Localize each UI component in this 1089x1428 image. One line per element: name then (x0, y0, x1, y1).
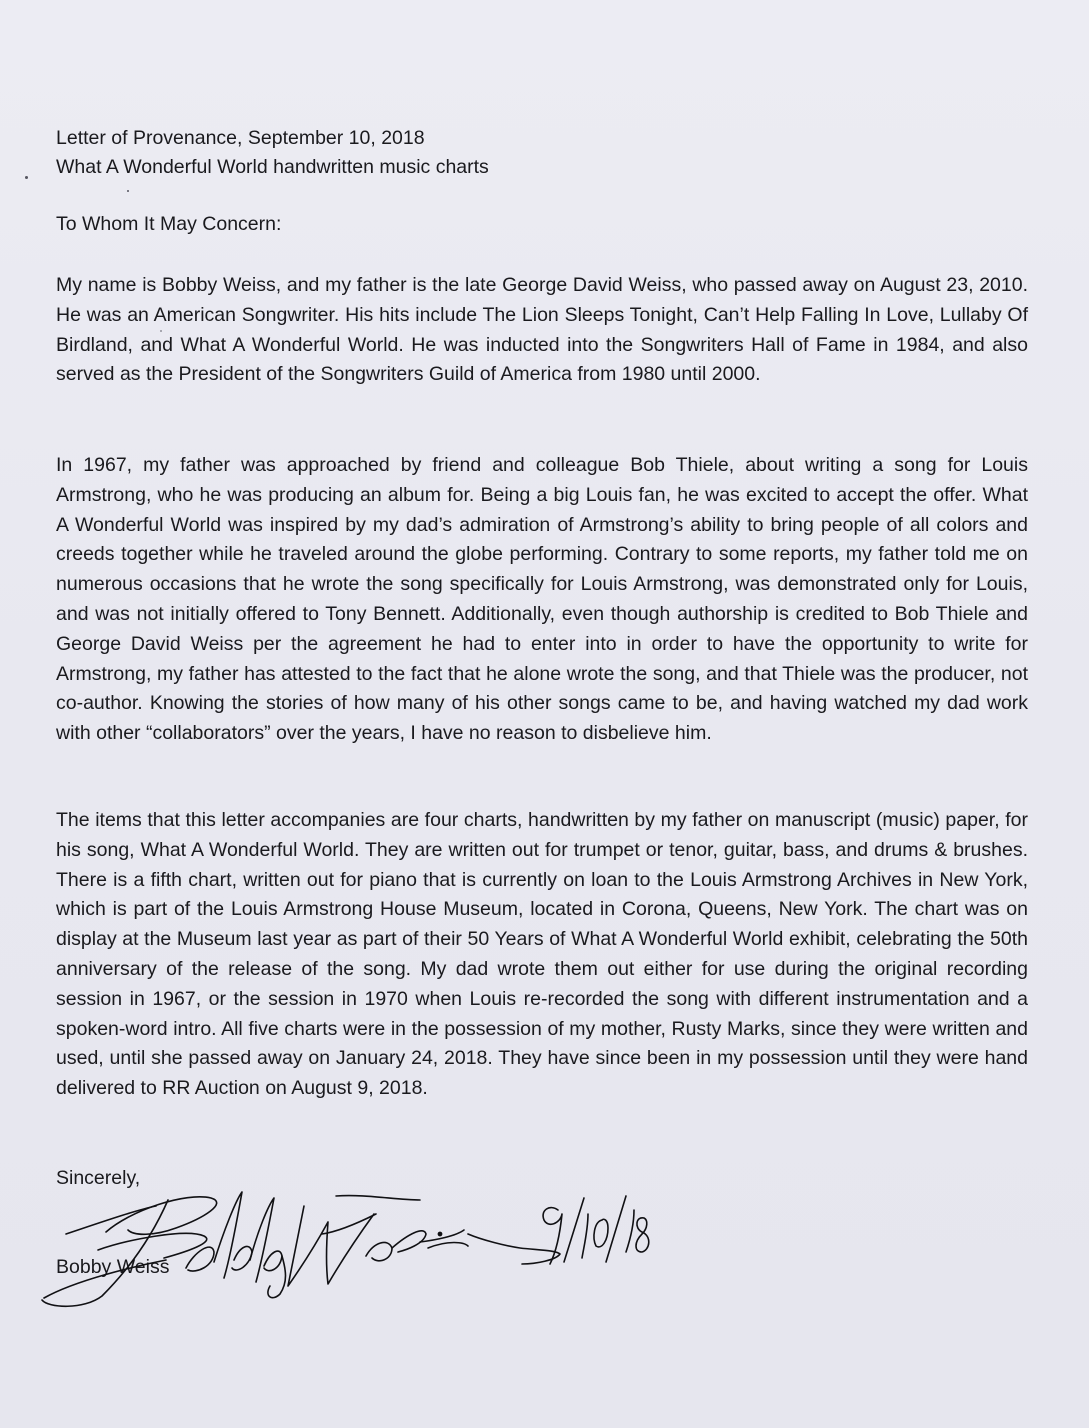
paper-speck (127, 190, 129, 192)
closing: Sincerely, (56, 1167, 141, 1189)
handwritten-signature-icon (36, 1170, 656, 1310)
letter-heading (56, 124, 1036, 182)
paper-speck (25, 176, 28, 179)
signer-name: Bobby Weiss (56, 1256, 170, 1278)
salutation: To Whom It May Concern: (56, 213, 282, 235)
heading-subject: What A Wonderful World handwritten music charts (56, 156, 489, 178)
paragraph-history: In 1967, my father was approached by friend and colleague Bob Thiele, about writing a song for Louis Armstrong, who he was producing an album for. Being a big Louis fan, he was excited to accept the offer. What A Wonderful World was inspired by my dad’s admiration of Armstrong’s ability to bring people of all colors and creeds together while he traveled around the globe performing. Contrary to some reports, my father told me on numerous occasions that he wrote the song specifically for Louis Armstrong, was demonstrated only for Louis, and was not initially offered to Tony Bennett. Additionally, even though authorship is credited to Bob Thiele and George David Weiss per the agreement he had to enter into in order to have the opportunity to write for Armstrong, my father has attested to the fact that he alone wrote the song, and that Thiele was the producer, not co-author. Knowing the stories of how many of his other songs came to be, and having watched my dad work with other “collaborators” over the years, I have no reason to disbelieve him. (56, 454, 1028, 745)
paragraph-items: The items that this letter accompanies are four charts, handwritten by my father on manuscript (music) paper, for his song, What A Wonderful World. They are written out for trumpet or tenor, guitar, bass, and drums & brushes. There is a fifth chart, written out for piano that is currently on loan to the Louis Armstrong Archives in New York, which is part of the Louis Armstrong House Museum, located in Corona, Queens, New York. The chart was on display at the Museum last year as part of their 50 Years of What A Wonderful World exhibit, celebrating the 50th anniversary of the release of the song. My dad wrote them out either for use during the original recording session in 1967, or the session in 1970 when Louis re-recorded the song with different instrumentation and a spoken-word intro. All five charts were in the possession of my mother, Rusty Marks, since they were written and used, until she passed away on January 24, 2018. They have since been in my possession until they were hand delivered to RR Auction on August 9, 2018. (56, 809, 1028, 1100)
paragraph-introduction: My name is Bobby Weiss, and my father is the late George David Weiss, who passed away on August 23, 2010. He was an American Songwriter. His hits include The Lion Sleeps Tonight, Can’t Help Falling In Love, Lullaby Of Birdland, and What A Wonderful World. He was inducted into the Songwriters Hall of Fame in 1984, and also served as the President of the Songwriters Guild of America from 1980 until 2000. (56, 274, 1028, 386)
heading-title: Letter of Provenance, September 10, 2018 (56, 127, 425, 149)
